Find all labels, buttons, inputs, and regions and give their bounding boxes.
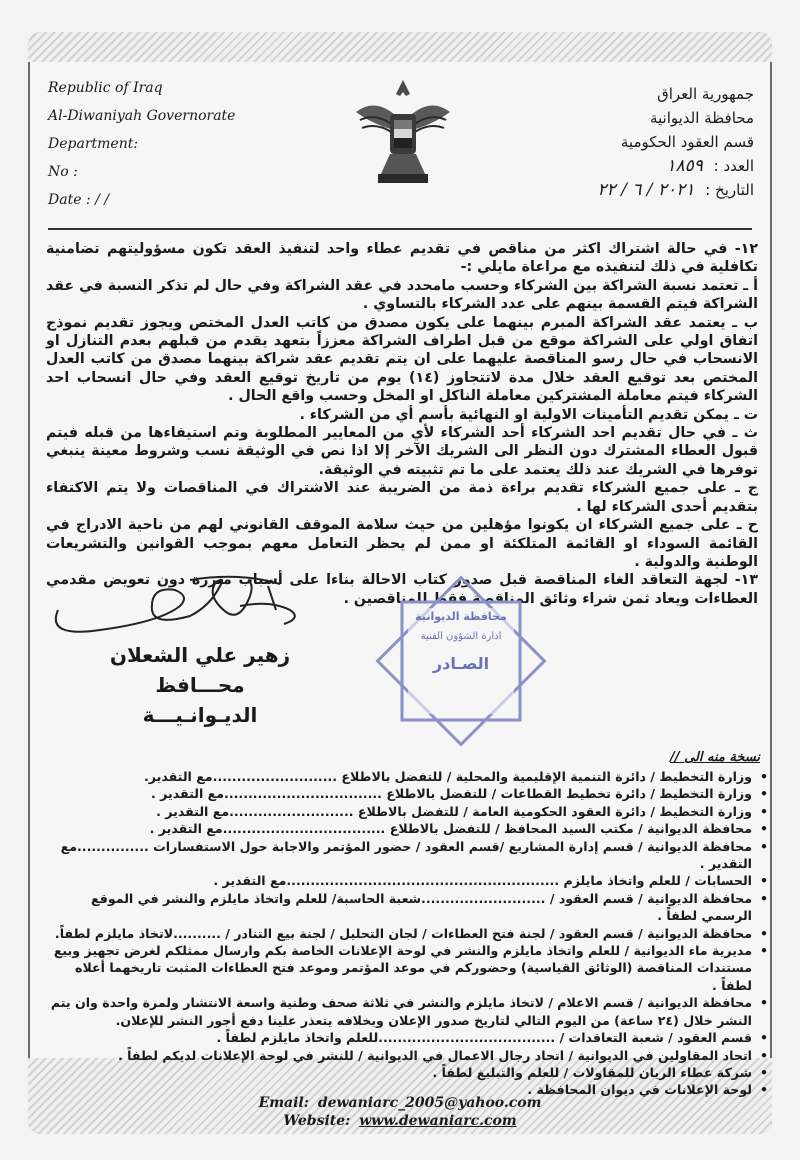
date-value: ٢٠٢١ / ٦ / ٢٢ (597, 180, 695, 200)
number-en: No : (48, 164, 78, 180)
stamp-line-2: ادارة الشؤون الفنية (420, 631, 502, 642)
copies-heading: نسخة منه الى // (670, 750, 760, 765)
clause-12-th: ث ـ في حال تقديم احد الشركاء أحد الشركاء لأي من المعايير المطلوبة وتم استيفاءها من قبله فيتم قبول العطاء المشترك دون النظر الى الشريك الآخر إلا اذا نص في الوثيقة نسب وشروط معينة ينبغي توفرها في الشريك عند ذلك يعتمد على ما تم تثبيته في الوثيقة. (46, 425, 758, 478)
list-item: • الحسابات / للعلم واتخاذ مايلزم .........................................................مع التقدير . (50, 872, 768, 889)
list-item: • لوحة الإعلانات في ديوان المحافظة . (50, 1081, 768, 1098)
list-item: • محافظة الديوانية / قسم الاعلام / لاتخاذ مايلزم والنشر في ثلاثة صحف وطنية واسعة الانتشار ولمرة واحدة وان يتم النشر خلال (٢٤ ساعة) من اليوم التالي لتاريخ صدور الإعلان وبخلافه يتعذر علينا دفع أجور النشر للإعلان. (50, 994, 768, 1029)
country-ar: جمهورية العراق (657, 85, 754, 103)
list-item: • محافظة الديوانية / قسم العقود / لجنة فتح العطاءات / لجان التحليل / لجنة بيع التنادر / ..........لاتخاذ مايلزم لطفاً. (50, 925, 768, 942)
iraq-eagle-emblem-icon (350, 72, 456, 188)
list-item: • محافظة الديوانية / قسم العقود / ..........................شعبة الحاسبة/ للعلم واتخاذ مايلزم والنشر في الموقع الرسمي لطفاً . (50, 890, 768, 925)
stamp-line-1: محافظة الديوانية (415, 610, 507, 623)
stamp-line-3: الصـادر (432, 654, 490, 673)
list-item: • وزارة التخطيط / دائرة العقود الحكومية العامة / للتفضل بالاطلاع ..........................مع التقدير . (50, 803, 768, 820)
list-item: • اتحاد المقاولين في الديوانية / اتحاد رجال الاعمال في الديوانية / للنشر في لوحة الإعلانات لديكم لطفاً . (50, 1047, 768, 1064)
stamp-text (372, 610, 550, 673)
date-en: Date : / / (48, 192, 109, 208)
top-hatch-border (28, 32, 772, 62)
clause-12-a: أ ـ تعتمد نسبة الشراكة بين الشركاء وحسب مامحدد في عقد الشراكة وفي حال لم تذكر النسبة في عقد الشراكة فيتم القسمة بينهم على عدد الشركاء بالتساوي . (46, 277, 758, 313)
list-item: • شركة عطاء الريان للمقاولات / للعلم والتبليغ لطفاً . (50, 1064, 768, 1081)
clause-12-j: ج ـ على جميع الشركاء تقديم براءة ذمة من الضريبة عند الاشتراك في المناقصات ولا يتم الاكتفاء بتقديم أحدى الشركاء لها . (46, 480, 758, 515)
letterhead-english (48, 74, 235, 214)
country-en: Republic of Iraq (48, 80, 163, 96)
letterhead-arabic (597, 82, 754, 202)
footer-email-row (28, 1094, 772, 1112)
list-item: • وزارة التخطيط / دائرة تخطيط القطاعات / للتفضل بالاطلاع .................................مع التقدير . (50, 785, 768, 802)
signatory-title: محـــافظ الديـوانـيـــة (142, 673, 258, 727)
clause-12-t: ت ـ يمكن تقديم التأمينات الاولية او النهائية بأسم أي من الشركاء . (299, 406, 758, 423)
number-ar (597, 154, 754, 178)
list-item: • قسم العقود / شعبة التعاقدات / .....................................للعلم واتخاذ مايلزم لطفاً . (50, 1029, 768, 1046)
number-label: العدد : (713, 157, 754, 175)
letter-body (46, 240, 758, 608)
footer-website-row (28, 1112, 772, 1130)
number-value: ١٨٥٩ (666, 156, 703, 176)
list-item: • محافظة الديوانية / مكتب السيد المحافظ / للتفضل بالاطلاع ..................................مع التقدير . (50, 820, 768, 837)
clause-12: ١٢- في حالة اشتراك اكثر من مناقص في تقديم عطاء واحد لتنفيذ العقد تكون مسؤوليتهم تضامنية تكافلية في ذلك لتنفيذه مع مراعاة مايلي :- (46, 241, 758, 276)
list-item: • محافظة الديوانية / قسم إدارة المشاريع /قسم العقود / حضور المؤتمر والاجابة حول الاستفسارات ...............مع التقدير . (50, 838, 768, 873)
letterhead (28, 62, 772, 232)
signatory-block (100, 640, 300, 730)
header-divider (48, 228, 752, 230)
copies-list (50, 768, 768, 1099)
handwritten-signature (40, 566, 330, 646)
website-link[interactable]: www.dewaniarc.com (359, 1113, 517, 1129)
email-address[interactable]: dewaniarc_2005@yahoo.com (317, 1095, 542, 1111)
footer-contact (28, 1094, 772, 1130)
governorate-en: Al-Diwaniyah Governorate (48, 108, 236, 124)
clause-12-b: ب ـ يعتمد عقد الشراكة المبرم بينهما على يكون مصدق من كاتب العدل المختص ويجوز تقديم نموذج اتفاق اولي على الشراكة موقع من قبل اطراف الشراكة معززاً بتعهد يقدم من قبلهم بعدم التنازل او الانسحاب في حال رسو المناقصة عليهما على ان يتم تقديم عقد شراكة بينهما مصدق من كاتب العدل المختص بعد توقيع العقد خلال مدة لاتتجاوز (١٤) يوم من تاريخ توقيع العقد وفي حال انسحاب احد الشركاء فيتم معاملة المشتركين معاملة الناكل او المخل وحسب واقع الحال . (46, 314, 758, 405)
governorate-ar: محافظة الديوانية (649, 109, 754, 127)
email-label: Email: (258, 1095, 309, 1111)
clause-13: ١٣- لجهة التعاقد الغاء المناقصة قبل صدور كتاب الاحالة بناءا على أسباب مبررة دون تعويض مقدمي العطاءات ويعاد ثمن شراء وثائق المناقصة فقط للمناقصين . (46, 572, 758, 607)
department-en: Department: (48, 136, 139, 152)
department-ar: قسم العقود الحكومية (620, 133, 754, 151)
list-item: • مديرية ماء الديوانية / للعلم واتخاذ مايلزم والنشر في لوحة الإعلانات الخاصة بكم وارسال ممثلكم لغرض تجهيز وبيع مستندات المناقصة (الوثائق القياسية) وحضوركم في موعد المؤتمر وموعد فتح العطاءات المثبت تاريخهما أعلاه لطفاً . (50, 942, 768, 994)
date-label: التاريخ : (705, 181, 754, 199)
date-ar (597, 178, 754, 202)
list-item: • وزارة التخطيط / دائرة التنمية الإقليمية والمحلية / للتفضل بالاطلاع ..........................مع التقدير. (50, 768, 768, 785)
signatory-name: زهير علي الشعلان (109, 643, 291, 667)
website-label: Website: (283, 1113, 351, 1129)
clause-12-h: ح ـ على جميع الشركاء ان يكونوا مؤهلين من حيث سلامة الموقف القانوني لهم من ناحية الادراج في القائمة السوداء او القائمة المتلكئة او ممن لم يحظر التعامل معهم بموجب القوانين والتشريعات الوطنية والدولية . (46, 517, 758, 570)
